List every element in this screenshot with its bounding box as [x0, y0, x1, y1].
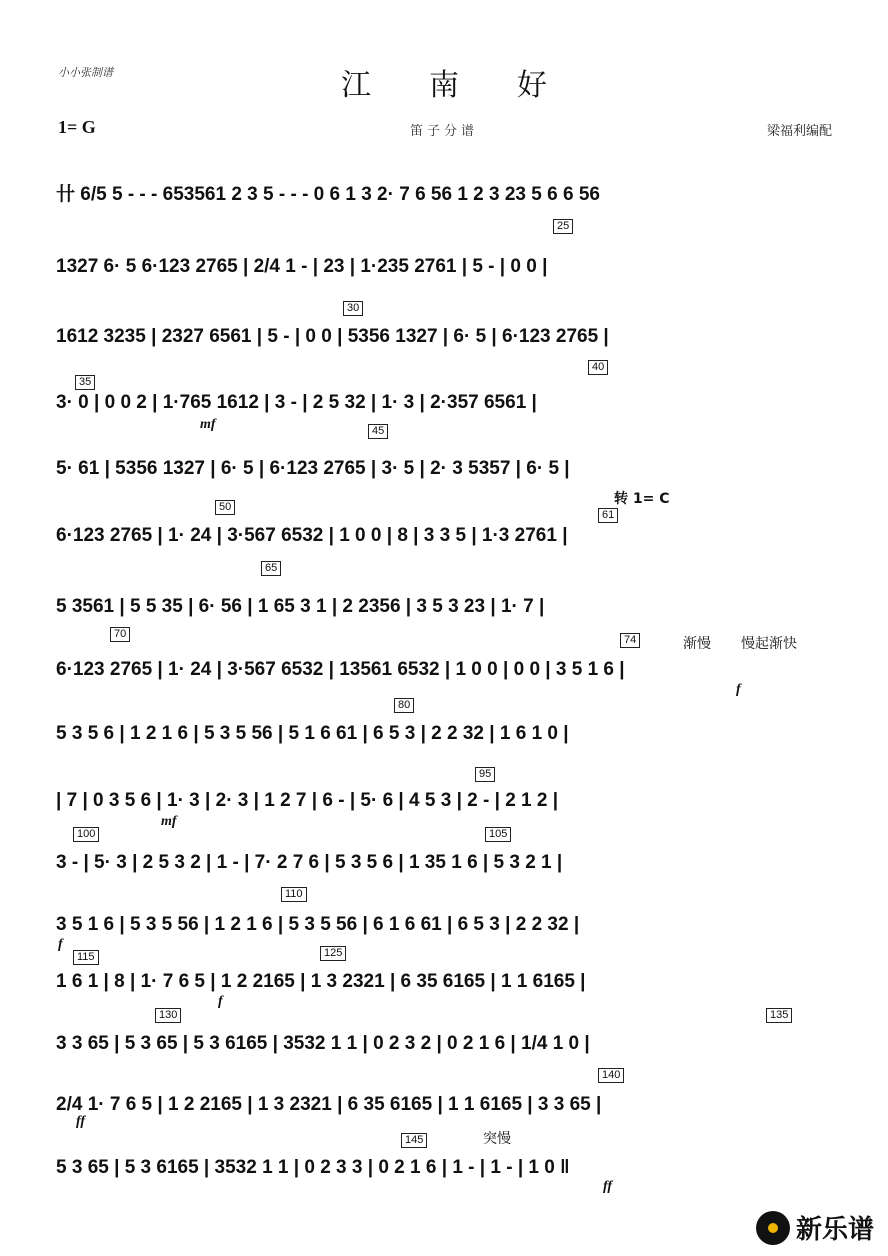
logo-text: 新乐谱 [795, 1215, 874, 1245]
score-row: 5 3561 | 5 5 35 | 6· 56 | 1 65 3 1 | 2 2356 | 3 5 3 23 | 1· 7 | [56, 596, 545, 617]
maker-credit: 小小张制谱 [58, 66, 113, 79]
score-row: 6·123 2765 | 1· 24 | 3·567 6532 | 1 0 0 | 8 | 3 3 5 | 1·3 2761 | [56, 525, 568, 546]
measure-number: 125 [320, 946, 346, 961]
subtitle: 笛子分谱 [409, 124, 478, 139]
score-row: 3 - | 5· 3 | 2 5 3 2 | 1 - | 7· 2 7 6 | 5 3 5 6 | 1 35 1 6 | 5 3 2 1 | [56, 852, 563, 873]
dynamic-marking: f [736, 682, 741, 697]
key-signature: 1= G [58, 117, 96, 137]
measure-number: 135 [766, 1008, 792, 1023]
measure-number: 35 [75, 375, 95, 390]
dynamic-marking: mf [161, 814, 177, 829]
measure-number: 65 [261, 561, 281, 576]
score-row: 5 3 65 | 5 3 6165 | 3532 1 1 | 0 2 3 3 | 0 2 1 6 | 1 - | 1 - | 1 0 ‖ [56, 1157, 570, 1178]
dynamic-marking: ff [603, 1179, 613, 1194]
tempo-annotation: 突慢 [483, 1131, 511, 1147]
score-row: 2/4 1· 7 6 5 | 1 2 2165 | 1 3 2321 | 6 35 6165 | 1 1 6165 | 3 3 65 | [56, 1094, 602, 1115]
measure-number: 80 [394, 698, 414, 713]
measure-number: 70 [110, 627, 130, 642]
measure-number: 110 [281, 887, 307, 902]
tempo-annotation: 渐慢 [683, 636, 711, 652]
measure-number: 140 [598, 1068, 624, 1083]
dynamic-marking: f [58, 937, 63, 952]
score-row: 5· 61 | 5356 1327 | 6· 5 | 6·123 2765 | 3· 5 | 2· 3 5357 | 6· 5 | [56, 458, 570, 479]
measure-number: 25 [553, 219, 573, 234]
key-change-annotation: 转 1= C [614, 491, 670, 507]
measure-number: 145 [401, 1133, 427, 1148]
score-row: 6·123 2765 | 1· 24 | 3·567 6532 | 13561 6532 | 1 0 0 | 0 0 | 3 5 1 6 | [56, 659, 625, 680]
measure-number: 95 [475, 767, 495, 782]
measure-number: 115 [73, 950, 99, 965]
score-row: 5 3 5 6 | 1 2 1 6 | 5 3 5 56 | 5 1 6 61 | 6 5 3 | 2 2 32 | 1 6 1 0 | [56, 723, 569, 744]
page-title: 江南好 [341, 68, 605, 103]
score-row: 卄 6/5 5 - - - 653561 2 3 5 - - - 0 6 1 3 2· 7 6 56 1 2 3 23 5 6 6 56 [56, 183, 600, 205]
dynamic-marking: f [218, 994, 223, 1009]
record-icon [756, 1211, 790, 1245]
dynamic-marking: mf [200, 417, 216, 432]
score-row: 1 6 1 | 8 | 1· 7 6 5 | 1 2 2165 | 1 3 2321 | 6 35 6165 | 1 1 6165 | [56, 971, 586, 992]
tempo-annotation: 慢起渐快 [741, 636, 797, 652]
arranger-credit: 梁福利编配 [766, 124, 832, 139]
measure-number: 45 [368, 424, 388, 439]
measure-number: 61 [598, 508, 618, 523]
dynamic-marking: ff [76, 1114, 86, 1129]
measure-number: 40 [588, 360, 608, 375]
score-row: 1612 3235 | 2327 6561 | 5 - | 0 0 | 5356 1327 | 6· 5 | 6·123 2765 | [56, 326, 609, 347]
score-row: 3· 0 | 0 0 2 | 1·765 1612 | 3 - | 2 5 32 | 1· 3 | 2·357 6561 | [56, 392, 537, 413]
score-row: 3 3 65 | 5 3 65 | 5 3 6165 | 3532 1 1 | 0 2 3 2 | 0 2 1 6 | 1/4 1 0 | [56, 1033, 590, 1054]
score-row: 3 5 1 6 | 5 3 5 56 | 1 2 1 6 | 5 3 5 56 | 6 1 6 61 | 6 5 3 | 2 2 32 | [56, 914, 580, 935]
measure-number: 105 [485, 827, 511, 842]
measure-number: 100 [73, 827, 99, 842]
measure-number: 30 [343, 301, 363, 316]
measure-number: 130 [155, 1008, 181, 1023]
measure-number: 50 [215, 500, 235, 515]
score-row: | 7 | 0 3 5 6 | 1· 3 | 2· 3 | 1 2 7 | 6 - | 5· 6 | 4 5 3 | 2 - | 2 1 2 | [56, 790, 559, 811]
score-row: 1327 6· 5 6·123 2765 | 2/4 1 - | 23 | 1·235 2761 | 5 - | 0 0 | [56, 256, 548, 277]
measure-number: 74 [620, 633, 640, 648]
site-logo [756, 1209, 874, 1246]
